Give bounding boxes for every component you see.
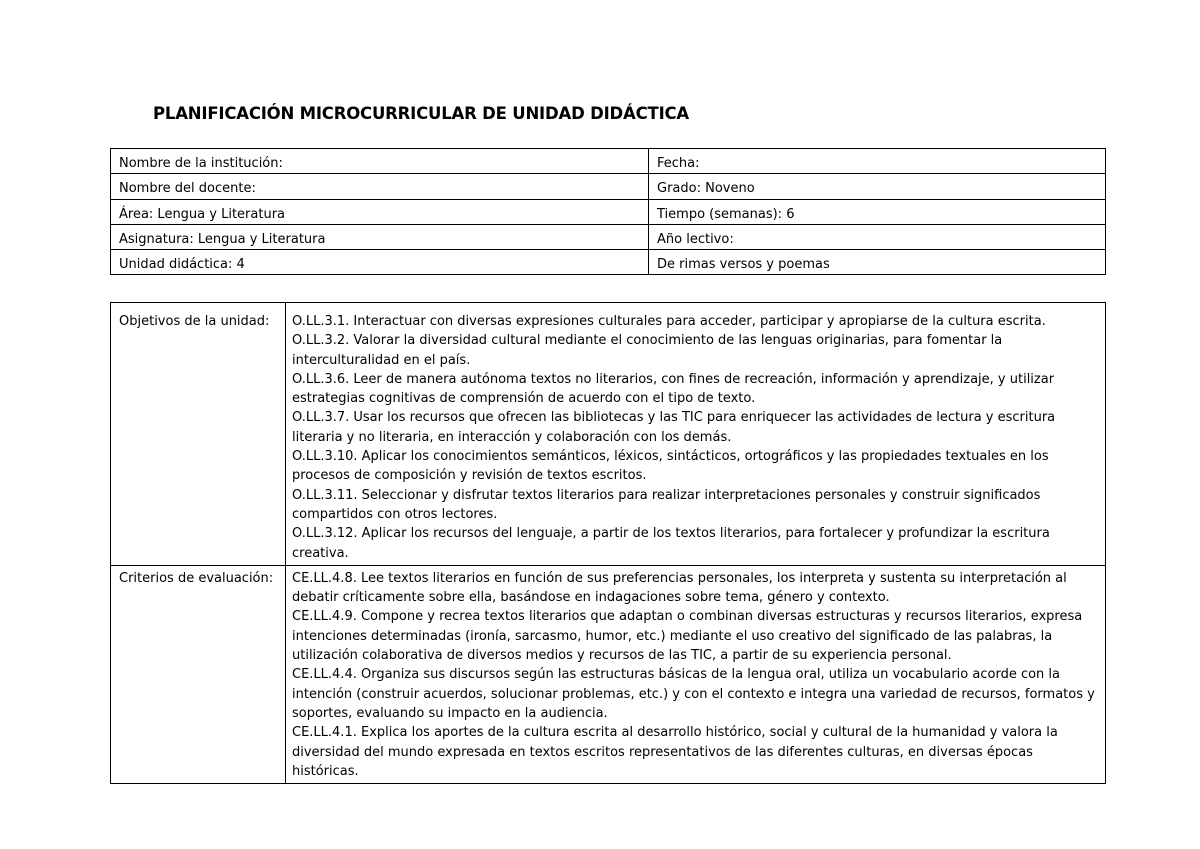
objectives-label: Objetivos de la unidad: [111,303,286,566]
criterion-item: CE.LL.4.9. Compone y recrea textos literarios que adaptan o combinan diversas estructuras y recursos literarios, expresa intenciones determinadas (ironía, sarcasmo, humor, etc.) mediante el uso creativo del significado de las palabras, la utilización colaborativa de diversos medios y recursos de las TIC, a partir de su experiencia personal. [292,609,1083,664]
objective-item: O.LL.3.1. Interactuar con diversas expresiones culturales para acceder, participar y apropiarse de la cultura escrita. [292,314,1046,329]
objective-item: O.LL.3.12. Aplicar los recursos del lenguaje, a partir de los textos literarios, para fortalecer y profundizar la escritura creativa. [292,526,1050,561]
detail-table [110,302,1106,784]
objectives-row [111,303,1106,566]
institution-field: Nombre de la institución: [111,149,649,174]
school-year-field: Año lectivo: [649,224,1106,249]
area-field: Área: Lengua y Literatura [111,199,649,224]
info-row [111,149,1106,174]
objective-item: O.LL.3.7. Usar los recursos que ofrecen las bibliotecas y las TIC para enriquecer las actividades de lectura y escritura literaria y no literaria, en interacción y colaboración con los demás. [292,410,1056,445]
unit-field: Unidad didáctica: 4 [111,250,649,275]
grade-field: Grado: Noveno [649,174,1106,199]
criteria-content [286,565,1106,783]
time-field: Tiempo (semanas): 6 [649,199,1106,224]
criterion-item: CE.LL.4.1. Explica los aportes de la cultura escrita al desarrollo histórico, social y cultural de la humanidad y valora la diversidad del mundo expresada en textos escritos representativos de las diferentes culturas, en diversas épocas históricas. [292,725,1058,779]
info-row [111,250,1106,275]
info-table [110,148,1106,275]
objectives-content [286,303,1106,566]
criteria-label: Criterios de evaluación: [111,565,286,783]
info-row [111,224,1106,249]
subject-field: Asignatura: Lengua y Literatura [111,224,649,249]
criterion-item: CE.LL.4.4. Organiza sus discursos según las estructuras básicas de la lengua oral, utiliza un vocabulario acorde con la intención (construir acuerdos, solucionar problemas, etc.) y con el contexto e integra una variedad de recursos, formatos y soportes, evaluando su impacto en la audiencia. [292,667,1095,721]
criteria-row [111,565,1106,783]
info-row [111,174,1106,199]
teacher-field: Nombre del docente: [111,174,649,199]
info-row [111,199,1106,224]
objective-item: O.LL.3.11. Seleccionar y disfrutar textos literarios para realizar interpretaciones personales y construir significados compartidos con otros lectores. [292,487,1041,522]
objective-item: O.LL.3.10. Aplicar los conocimientos semánticos, léxicos, sintácticos, ortográficos y las propiedades textuales en los procesos de composición y revisión de textos escritos. [292,449,1049,484]
date-field: Fecha: [649,149,1106,174]
objective-item: O.LL.3.6. Leer de manera autónoma textos no literarios, con fines de recreación, información y aprendizaje, y utilizar estrategias cognitivas de comprensión de acuerdo con el tipo de texto. [292,371,1055,407]
unit-theme-field: De rimas versos y poemas [649,250,1106,275]
objective-item: O.LL.3.2. Valorar la diversidad cultural mediante el conocimiento de las lenguas originarias, para fomentar la interculturalidad en el país. [292,333,1003,368]
page-title: PLANIFICACIÓN MICROCURRICULAR DE UNIDAD DIDÁCTICA [153,104,689,123]
criterion-item: CE.LL.4.8. Lee textos literarios en función de sus preferencias personales, los interpreta y sustenta su interpretación al debatir críticamente sobre ella, basándose en indagaciones sobre tema, género y contexto. [292,570,1067,606]
